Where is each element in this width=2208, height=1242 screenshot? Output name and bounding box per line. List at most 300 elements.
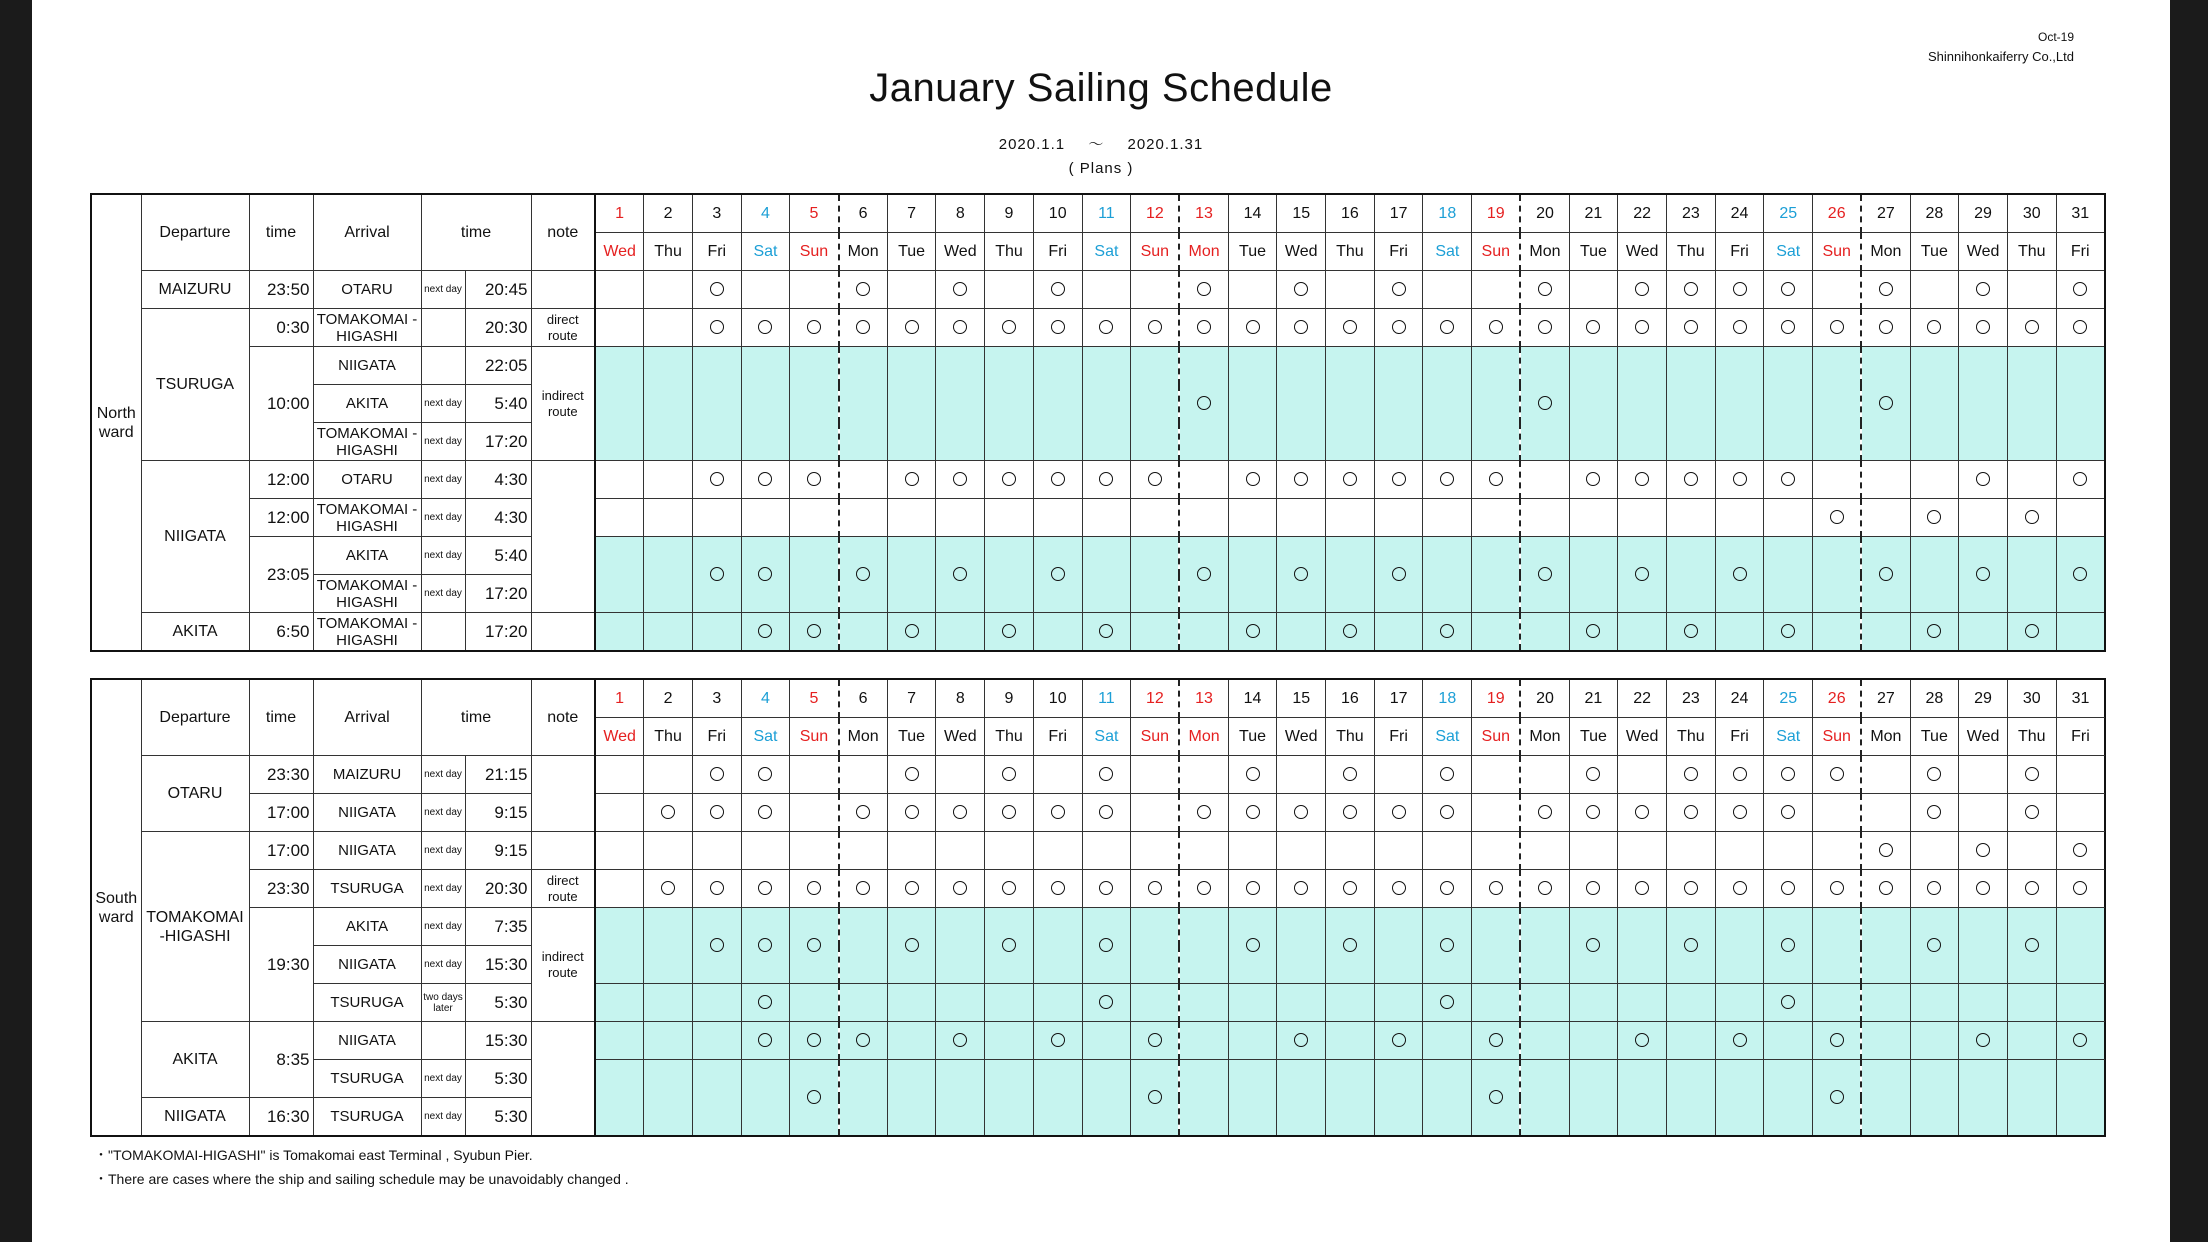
day-cell (1277, 1060, 1326, 1137)
day-cell (1374, 271, 1423, 309)
day-cell (1374, 1022, 1423, 1060)
route-row (91, 1060, 2105, 1098)
day-cell (1861, 537, 1910, 613)
plans-label: ( Plans ) (1068, 160, 1134, 177)
day-cell (1715, 613, 1764, 652)
date-9: 9 (985, 194, 1034, 233)
day-cell (2007, 794, 2056, 832)
day-cell (1423, 499, 1472, 537)
departure-port: TSURUGA (141, 309, 249, 461)
day-cell (2056, 832, 2105, 870)
date-26: 26 (1813, 194, 1862, 233)
day-cell (644, 309, 693, 347)
day-cell (692, 347, 741, 461)
circle-icon (1051, 472, 1065, 486)
day-cell (741, 908, 790, 984)
day-cell (1326, 832, 1375, 870)
route-note (531, 461, 595, 613)
circle-icon (905, 881, 919, 895)
date-7: 7 (887, 194, 936, 233)
circle-icon (661, 881, 675, 895)
day-cell (936, 1022, 985, 1060)
departure-time: 8:35 (249, 1022, 313, 1098)
day-cell (1228, 1022, 1277, 1060)
day-cell (1179, 984, 1228, 1022)
period-tilde: ～ (1088, 136, 1105, 153)
day-cell (1861, 309, 1910, 347)
day-cell (1959, 756, 2008, 794)
circle-icon (1733, 805, 1747, 819)
day-cell (1326, 794, 1375, 832)
circle-icon (1246, 472, 1260, 486)
arrival-port: TOMAKOMAI -HIGASHI (313, 613, 421, 652)
weekday-30: Thu (2007, 233, 2056, 271)
circle-icon (758, 805, 772, 819)
day-cell (1813, 984, 1862, 1022)
circle-icon (2025, 510, 2039, 524)
circle-icon (856, 1033, 870, 1047)
date-25: 25 (1764, 194, 1813, 233)
period-start: 2020.1.1 (998, 136, 1066, 153)
route-note: direct route (531, 870, 595, 908)
circle-icon (1684, 624, 1698, 638)
circle-icon (953, 881, 967, 895)
column-departure: Departure (141, 194, 249, 271)
circle-icon (1684, 938, 1698, 952)
day-cell (1715, 537, 1764, 613)
circle-icon (953, 1033, 967, 1047)
arrival-port: AKITA (313, 908, 421, 946)
day-cell (936, 499, 985, 537)
weekday-9: Thu (985, 718, 1034, 756)
day-cell (644, 613, 693, 652)
circle-icon (758, 472, 772, 486)
arrival-day-note: next day (421, 461, 465, 499)
date-3: 3 (692, 194, 741, 233)
weekday-26: Sun (1813, 718, 1862, 756)
day-cell (595, 1022, 644, 1060)
day-cell (2007, 984, 2056, 1022)
circle-icon (710, 767, 724, 781)
day-cell (1326, 870, 1375, 908)
day-cell (790, 499, 839, 537)
weekday-2: Thu (644, 233, 693, 271)
day-cell (741, 499, 790, 537)
day-cell (1326, 908, 1375, 984)
day-cell (887, 908, 936, 984)
day-cell (2007, 870, 2056, 908)
day-cell (1228, 347, 1277, 461)
circle-icon (1586, 805, 1600, 819)
day-cell (839, 908, 888, 984)
circle-icon (1781, 881, 1795, 895)
arrival-time: 17:20 (465, 575, 531, 613)
day-cell (1033, 499, 1082, 537)
circle-icon (1538, 396, 1552, 410)
day-cell (1764, 1022, 1813, 1060)
footnote-2: ・There are cases where the ship and sailing schedule may be unavoidably changed . (94, 1171, 629, 1187)
day-cell (595, 613, 644, 652)
date-16: 16 (1326, 194, 1375, 233)
circle-icon (2025, 938, 2039, 952)
arrival-port: TOMAKOMAI -HIGASHI (313, 499, 421, 537)
route-note: indirect route (531, 347, 595, 461)
day-cell (2056, 870, 2105, 908)
day-cell (644, 537, 693, 613)
arrival-day-note: next day (421, 423, 465, 461)
day-cell (595, 870, 644, 908)
arrival-time: 20:30 (465, 870, 531, 908)
day-cell (692, 1060, 741, 1137)
circle-icon (2073, 881, 2087, 895)
arrival-port: OTARU (313, 461, 421, 499)
arrival-port: NIIGATA (313, 1022, 421, 1060)
day-cell (985, 756, 1034, 794)
circle-icon (1148, 1090, 1162, 1104)
date-25: 25 (1764, 679, 1813, 718)
circle-icon (1586, 624, 1600, 638)
circle-icon (1148, 1033, 1162, 1047)
day-cell (1374, 1060, 1423, 1137)
arrival-day-note: next day (421, 537, 465, 575)
circle-icon (1099, 624, 1113, 638)
arrival-time: 5:30 (465, 984, 531, 1022)
circle-icon (1538, 320, 1552, 334)
day-cell (1131, 870, 1180, 908)
date-8: 8 (936, 679, 985, 718)
circle-icon (1879, 881, 1893, 895)
weekday-3: Fri (692, 718, 741, 756)
day-cell (1618, 870, 1667, 908)
circle-icon (1392, 881, 1406, 895)
day-cell (692, 499, 741, 537)
day-cell (1033, 1060, 1082, 1137)
day-cell (1520, 908, 1569, 984)
day-cell (1618, 1060, 1667, 1137)
weekday-5: Sun (790, 233, 839, 271)
route-note (531, 1022, 595, 1137)
date-5: 5 (790, 194, 839, 233)
day-cell (595, 984, 644, 1022)
day-cell (936, 832, 985, 870)
circle-icon (1099, 995, 1113, 1009)
weekday-4: Sat (741, 233, 790, 271)
day-cell (1618, 309, 1667, 347)
day-cell (595, 832, 644, 870)
day-cell (1618, 271, 1667, 309)
circle-icon (1392, 282, 1406, 296)
date-29: 29 (1959, 194, 2008, 233)
day-cell (887, 271, 936, 309)
day-cell (1910, 613, 1959, 652)
northward-table (90, 193, 2106, 652)
day-cell (1082, 984, 1131, 1022)
date-16: 16 (1326, 679, 1375, 718)
day-cell (644, 461, 693, 499)
weekday-17: Fri (1374, 718, 1423, 756)
day-cell (985, 499, 1034, 537)
day-cell (1179, 271, 1228, 309)
date-22: 22 (1618, 679, 1667, 718)
circle-icon (1489, 472, 1503, 486)
circle-icon (1538, 881, 1552, 895)
departure-port: AKITA (141, 1022, 249, 1098)
day-cell (1131, 271, 1180, 309)
circle-icon (807, 624, 821, 638)
day-cell (1277, 870, 1326, 908)
day-cell (644, 794, 693, 832)
date-24: 24 (1715, 679, 1764, 718)
day-cell (1326, 613, 1375, 652)
day-cell (1813, 1022, 1862, 1060)
day-cell (1423, 794, 1472, 832)
day-cell (1910, 794, 1959, 832)
day-cell (1618, 499, 1667, 537)
arrival-time: 9:15 (465, 794, 531, 832)
date-18: 18 (1423, 679, 1472, 718)
circle-icon (1246, 938, 1260, 952)
circle-icon (758, 995, 772, 1009)
day-cell (839, 756, 888, 794)
day-cell (1374, 908, 1423, 984)
weekday-14: Tue (1228, 718, 1277, 756)
day-cell (741, 756, 790, 794)
southward-table (90, 678, 2106, 1137)
day-cell (1179, 347, 1228, 461)
arrival-time: 15:30 (465, 1022, 531, 1060)
weekday-23: Thu (1666, 718, 1715, 756)
day-cell (1277, 537, 1326, 613)
day-cell (1374, 756, 1423, 794)
circle-icon (953, 282, 967, 296)
day-cell (595, 309, 644, 347)
day-cell (1764, 794, 1813, 832)
day-cell (1374, 461, 1423, 499)
route-row (91, 537, 2105, 575)
day-cell (1277, 613, 1326, 652)
date-24: 24 (1715, 194, 1764, 233)
day-cell (692, 870, 741, 908)
arrival-time: 4:30 (465, 499, 531, 537)
circle-icon (1781, 995, 1795, 1009)
circle-icon (1976, 843, 1990, 857)
day-cell (1813, 1060, 1862, 1137)
day-cell (1277, 832, 1326, 870)
departure-port: TOMAKOMAI -HIGASHI (141, 832, 249, 1022)
weekday-16: Thu (1326, 233, 1375, 271)
day-cell (1569, 832, 1618, 870)
day-cell (1666, 499, 1715, 537)
day-cell (985, 1022, 1034, 1060)
arrival-day-note: next day (421, 756, 465, 794)
arrival-day-note: next day (421, 870, 465, 908)
arrival-time: 4:30 (465, 461, 531, 499)
circle-icon (1246, 320, 1260, 334)
circle-icon (1781, 938, 1795, 952)
column-arrival-time: time (421, 194, 531, 271)
day-cell (741, 1060, 790, 1137)
day-cell (2056, 984, 2105, 1022)
date-13: 13 (1179, 194, 1228, 233)
circle-icon (1002, 767, 1016, 781)
circle-icon (2073, 567, 2087, 581)
day-cell (936, 1060, 985, 1137)
departure-time: 17:00 (249, 832, 313, 870)
circle-icon (1976, 282, 1990, 296)
day-cell (741, 613, 790, 652)
circle-icon (758, 767, 772, 781)
circle-icon (1294, 881, 1308, 895)
circle-icon (2073, 1033, 2087, 1047)
day-cell (644, 271, 693, 309)
route-note (531, 756, 595, 832)
day-cell (790, 1022, 839, 1060)
circle-icon (2073, 843, 2087, 857)
day-cell (1861, 832, 1910, 870)
day-cell (1131, 756, 1180, 794)
day-cell (1423, 461, 1472, 499)
circle-icon (1489, 320, 1503, 334)
circle-icon (2025, 320, 2039, 334)
day-cell (839, 832, 888, 870)
day-cell (1033, 537, 1082, 613)
route-row (91, 984, 2105, 1022)
weekday-7: Tue (887, 233, 936, 271)
day-cell (692, 613, 741, 652)
departure-time: 6:50 (249, 613, 313, 652)
circle-icon (905, 767, 919, 781)
day-cell (595, 1060, 644, 1137)
day-cell (887, 537, 936, 613)
arrival-day-note: next day (421, 1098, 465, 1137)
circle-icon (1489, 1033, 1503, 1047)
day-cell (985, 1060, 1034, 1137)
date-27: 27 (1861, 194, 1910, 233)
circle-icon (1635, 320, 1649, 334)
circle-icon (1051, 282, 1065, 296)
day-cell (1277, 461, 1326, 499)
day-cell (2007, 309, 2056, 347)
day-cell (985, 461, 1034, 499)
arrival-port: MAIZURU (313, 756, 421, 794)
circle-icon (1392, 1033, 1406, 1047)
circle-icon (1440, 624, 1454, 638)
circle-icon (1002, 881, 1016, 895)
day-cell (1179, 309, 1228, 347)
circle-icon (1781, 472, 1795, 486)
day-cell (1959, 271, 2008, 309)
day-cell (936, 870, 985, 908)
day-cell (1764, 347, 1813, 461)
departure-time: 23:05 (249, 537, 313, 613)
day-cell (1910, 537, 1959, 613)
column-departure: Departure (141, 679, 249, 756)
day-cell (1277, 309, 1326, 347)
circle-icon (1879, 843, 1893, 857)
circle-icon (1830, 320, 1844, 334)
day-cell (1228, 832, 1277, 870)
day-cell (790, 832, 839, 870)
weekday-18: Sat (1423, 233, 1472, 271)
day-cell (1715, 461, 1764, 499)
date-1: 1 (595, 679, 644, 718)
day-cell (985, 870, 1034, 908)
circle-icon (953, 567, 967, 581)
circle-icon (856, 881, 870, 895)
day-cell (887, 756, 936, 794)
day-cell (936, 537, 985, 613)
column-time: time (249, 679, 313, 756)
day-cell (1618, 984, 1667, 1022)
route-row (91, 613, 2105, 652)
departure-time: 10:00 (249, 347, 313, 461)
circle-icon (856, 567, 870, 581)
day-cell (887, 1060, 936, 1137)
day-cell (1131, 1022, 1180, 1060)
day-cell (1666, 832, 1715, 870)
date-28: 28 (1910, 194, 1959, 233)
day-cell (1326, 1022, 1375, 1060)
day-cell (1861, 1022, 1910, 1060)
day-cell (1813, 499, 1862, 537)
day-cell (1082, 756, 1131, 794)
day-cell (1131, 499, 1180, 537)
arrival-day-note: next day (421, 271, 465, 309)
date-7: 7 (887, 679, 936, 718)
day-cell (1569, 1022, 1618, 1060)
day-cell (1179, 499, 1228, 537)
date-18: 18 (1423, 194, 1472, 233)
day-cell (1179, 756, 1228, 794)
day-cell (1618, 461, 1667, 499)
day-cell (1520, 309, 1569, 347)
circle-icon (1392, 805, 1406, 819)
day-cell (1179, 908, 1228, 984)
circle-icon (1002, 320, 1016, 334)
circle-icon (1635, 567, 1649, 581)
weekday-18: Sat (1423, 718, 1472, 756)
circle-icon (1586, 938, 1600, 952)
day-cell (1666, 908, 1715, 984)
day-cell (1131, 461, 1180, 499)
day-cell (1861, 271, 1910, 309)
day-cell (595, 347, 644, 461)
circle-icon (1684, 472, 1698, 486)
day-cell (1472, 870, 1521, 908)
circle-icon (1781, 320, 1795, 334)
day-cell (1033, 832, 1082, 870)
day-cell (1813, 908, 1862, 984)
departure-time: 19:30 (249, 908, 313, 1022)
arrival-day-note: next day (421, 1060, 465, 1098)
day-cell (1959, 870, 2008, 908)
date-28: 28 (1910, 679, 1959, 718)
circle-icon (1440, 881, 1454, 895)
day-cell (1082, 461, 1131, 499)
day-cell (839, 461, 888, 499)
day-cell (1715, 347, 1764, 461)
day-cell (644, 1060, 693, 1137)
date-30: 30 (2007, 194, 2056, 233)
day-cell (790, 794, 839, 832)
day-cell (644, 499, 693, 537)
route-row (91, 870, 2105, 908)
day-cell (1813, 347, 1862, 461)
day-cell (1520, 613, 1569, 652)
day-cell (1618, 613, 1667, 652)
arrival-port: NIIGATA (313, 946, 421, 984)
day-cell (2007, 347, 2056, 461)
